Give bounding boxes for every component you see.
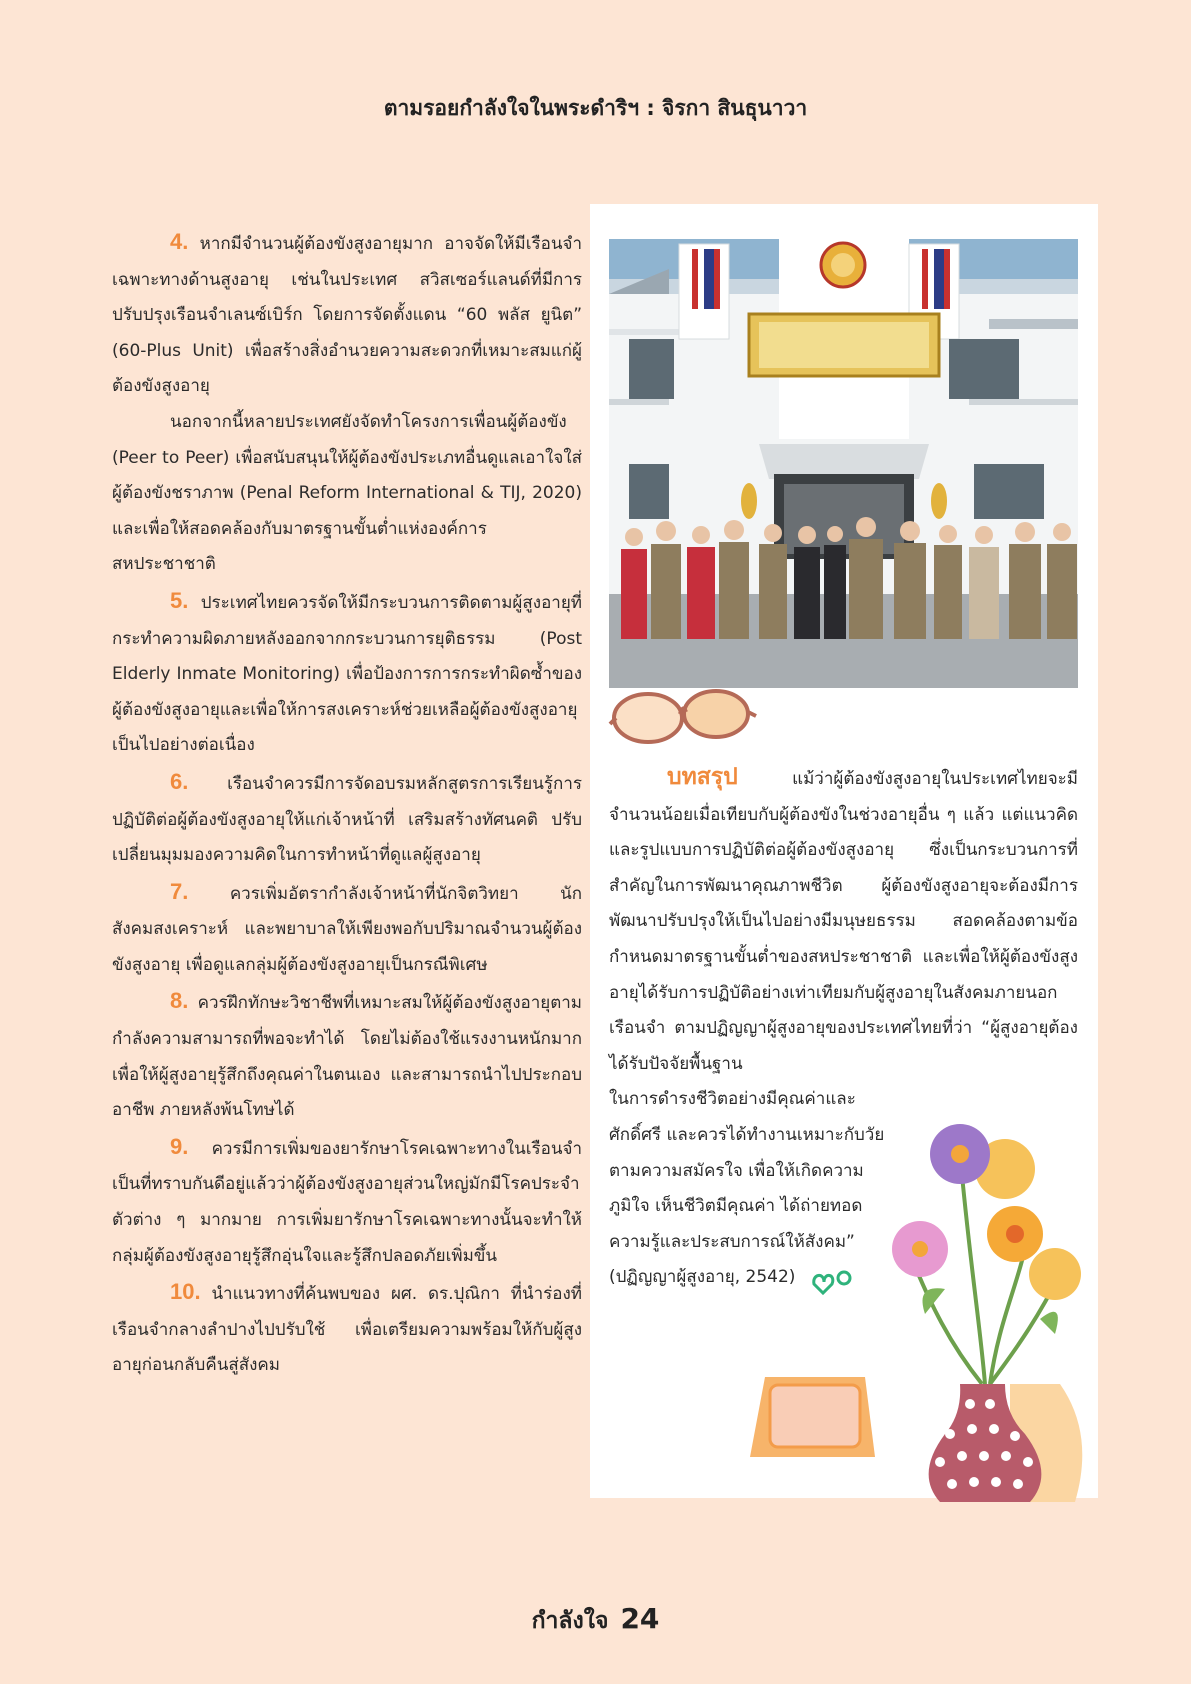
item-number: 4. <box>170 229 189 254</box>
summary-paragraph-continued: ในการดำรงชีวิตอย่างมีคุณค่าและศักดิ์ศรี และควรได้ทำงานเหมาะกับวัยตามความสมัครใจ เพื่อให้เกิดความภูมิใจ เห็นชีวิตมีคุณค่า ได้ถ่ายทอดความรู้และประสบการณ์ให้สังคม” <box>609 1089 885 1252</box>
list-item <box>112 764 582 874</box>
page-footer <box>0 1602 1191 1639</box>
item-number: 10. <box>170 1279 201 1305</box>
flower-vase-illustration <box>890 1084 1090 1504</box>
list-item <box>112 224 582 405</box>
page-number: 24 <box>620 1602 660 1635</box>
item-text: หากมีจำนวนผู้ต้องขังสูงอายุมาก อาจจัดให้มีเรือนจำเฉพาะทางด้านสูงอายุ เช่นในประเทศ สวิสเซอร์แลนด์ที่มีการปรับปรุงเรือนจำเลนซ์เบิร์ก โดยการจัดตั้งแดน “60 พลัส ยูนิต” (60-Plus Unit) เพื่อสร้างสิ่งอำนวยความสะดวกที่เหมาะสมแก่ผู้ต้องขังสูงอายุ <box>112 234 582 397</box>
item-number: 9. <box>170 1133 189 1159</box>
item-text: นำแนวทางที่ค้นพบของ ผศ. ดร.ปุณิกา ที่นำร่องที่เรือนจำกลางลำปางไปปรับใช้ เพื่อเตรียมความพร้อมให้กับผู้สูงอายุก่อนกลับคืนสู่สังคม <box>112 1284 582 1376</box>
item-text: เรือนจำควรมีการจัดอบรมหลักสูตรการเรียนรู้การปฏิบัติต่อผู้ต้องขังสูงอายุให้แก่เจ้าหน้าที่ เสริมสร้างทัศนคติ ปรับเปลี่ยนมุมมองความคิดในการทำหน้าที่ดูแลผู้สูงอายุ <box>112 773 582 866</box>
list-item <box>112 874 582 984</box>
list-item <box>112 1129 582 1274</box>
building-photo <box>609 239 1078 688</box>
item-number: 7. <box>170 878 189 904</box>
item-text: ควรฝึกทักษะวิชาชีพที่เหมาะสมให้ผู้ต้องขังสูงอายุตามกำลังความสามารถที่พอจะทำได้ โดยไม่ต้องใช้แรงงานหนักมาก เพื่อให้ผู้สูงอายุรู้สึกถึงคุณค่าในตนเอง และสามารถนำไปประกอบอาชีพ ภายหลังพ้นโทษได้ <box>112 993 582 1121</box>
item-text: ควรมีการเพิ่มของยารักษาโรคเฉพาะทางในเรือนจำ เป็นที่ทราบกันดีอยู่แล้วว่าผู้ต้องขังสูงอายุส่วนใหญ่มักมีโรคประจำตัวต่าง ๆ มากมาย การเพิ่มยารักษาโรคเฉพาะทางนั้นจะทำให้กลุ่มผู้ต้องขังสูงอายุรู้สึกอุ่นใจและรู้สึกปลอดภัยเพิ่มขึ้น <box>112 1138 582 1266</box>
item-text: นอกจากนี้หลายประเทศยังจัดทำโครงการเพื่อนผู้ต้องขัง (Peer to Peer) เพื่อสนับสนุนให้ผู้ต้องขังประเภทอื่นดูแลเอาใจใส่ผู้ต้องขังชราภาพ (Penal Reform International & TIJ, 2020) และเพื่อให้สอดคล้องกับมาตรฐานขั้นต่ำแห่งองค์การสหประชาชาติ <box>112 411 582 575</box>
glasses-illustration <box>608 684 758 754</box>
summary-heading: บทสรุป <box>667 764 738 790</box>
heart-doodle-icon <box>810 1266 854 1296</box>
item-number: 8. <box>170 988 189 1014</box>
item-number: 6. <box>170 768 189 794</box>
item-number: 5. <box>170 587 189 613</box>
item-text: ประเทศไทยควรจัดให้มีกระบวนการติดตามผู้สูงอายุที่กระทำความผิดภายหลังออกจากกระบวนการยุติธรรม (Post Elderly Inmate Monitoring) เพื่อป้องการการกระทำผิดซ้ำของผู้ต้องขังสูงอายุและเพื่อให้การสงเคราะห์ช่วยเหลือผู้ต้องขังสูงอายุเป็นไปอย่างต่อเนื่อง <box>112 592 582 756</box>
photo-frame-illustration <box>740 1369 880 1469</box>
item-text: ควรเพิ่มอัตรากำลังเจ้าหน้าที่นักจิตวิทยา นักสังคมสงเคราะห์ และพยาบาลให้เพียงพอกับปริมาณจำนวนผู้ต้องขังสูงอายุ เพื่อดูแลกลุ่มผู้ต้องขังสูงอายุเป็นกรณีพิเศษ <box>112 883 582 975</box>
list-item <box>112 983 582 1128</box>
list-item <box>112 1274 582 1384</box>
summary-paragraph: แม้ว่าผู้ต้องขังสูงอายุในประเทศไทยจะมีจำนวนน้อยเมื่อเทียบกับผู้ต้องขังในช่วงอายุอื่น ๆ แล้ว แต่แนวคิดและรูปแบบการปฏิบัติต่อผู้ต้องขังสูงอายุ ซึ่งเป็นกระบวนการที่สำคัญในการพัฒนาคุณภาพชีวิต ผู้ต้องขังสูงอายุจะต้องมีการพัฒนาปรับปรุงให้เป็นไปอย่างมีมนุษยธรรม สอดคล้องตามข้อกำหนดมาตรฐานขั้นต่ำของสหประชาชาติ และเพื่อให้ผู้ต้องขังสูงอายุได้รับการปฏิบัติอย่างเท่าเทียมกับผู้สูงอายุในสังคมภายนอกเรือนจำ ตามปฏิญญาผู้สูงอายุของประเทศไทยที่ว่า “ผู้สูงอายุต้องได้รับปัจจัยพื้นฐาน <box>609 769 1078 1074</box>
footer-label: กำลังใจ <box>531 1608 609 1634</box>
list-item <box>112 583 582 764</box>
list-item <box>112 405 582 583</box>
running-title: ตามรอยกำลังใจในพระดำริฯ : จิรกา สินธุนาวา <box>383 96 808 120</box>
summary-panel <box>590 204 1098 1498</box>
summary-citation: (ปฏิญญาผู้สูงอายุ, 2542) <box>609 1267 796 1288</box>
left-column <box>112 224 582 1384</box>
